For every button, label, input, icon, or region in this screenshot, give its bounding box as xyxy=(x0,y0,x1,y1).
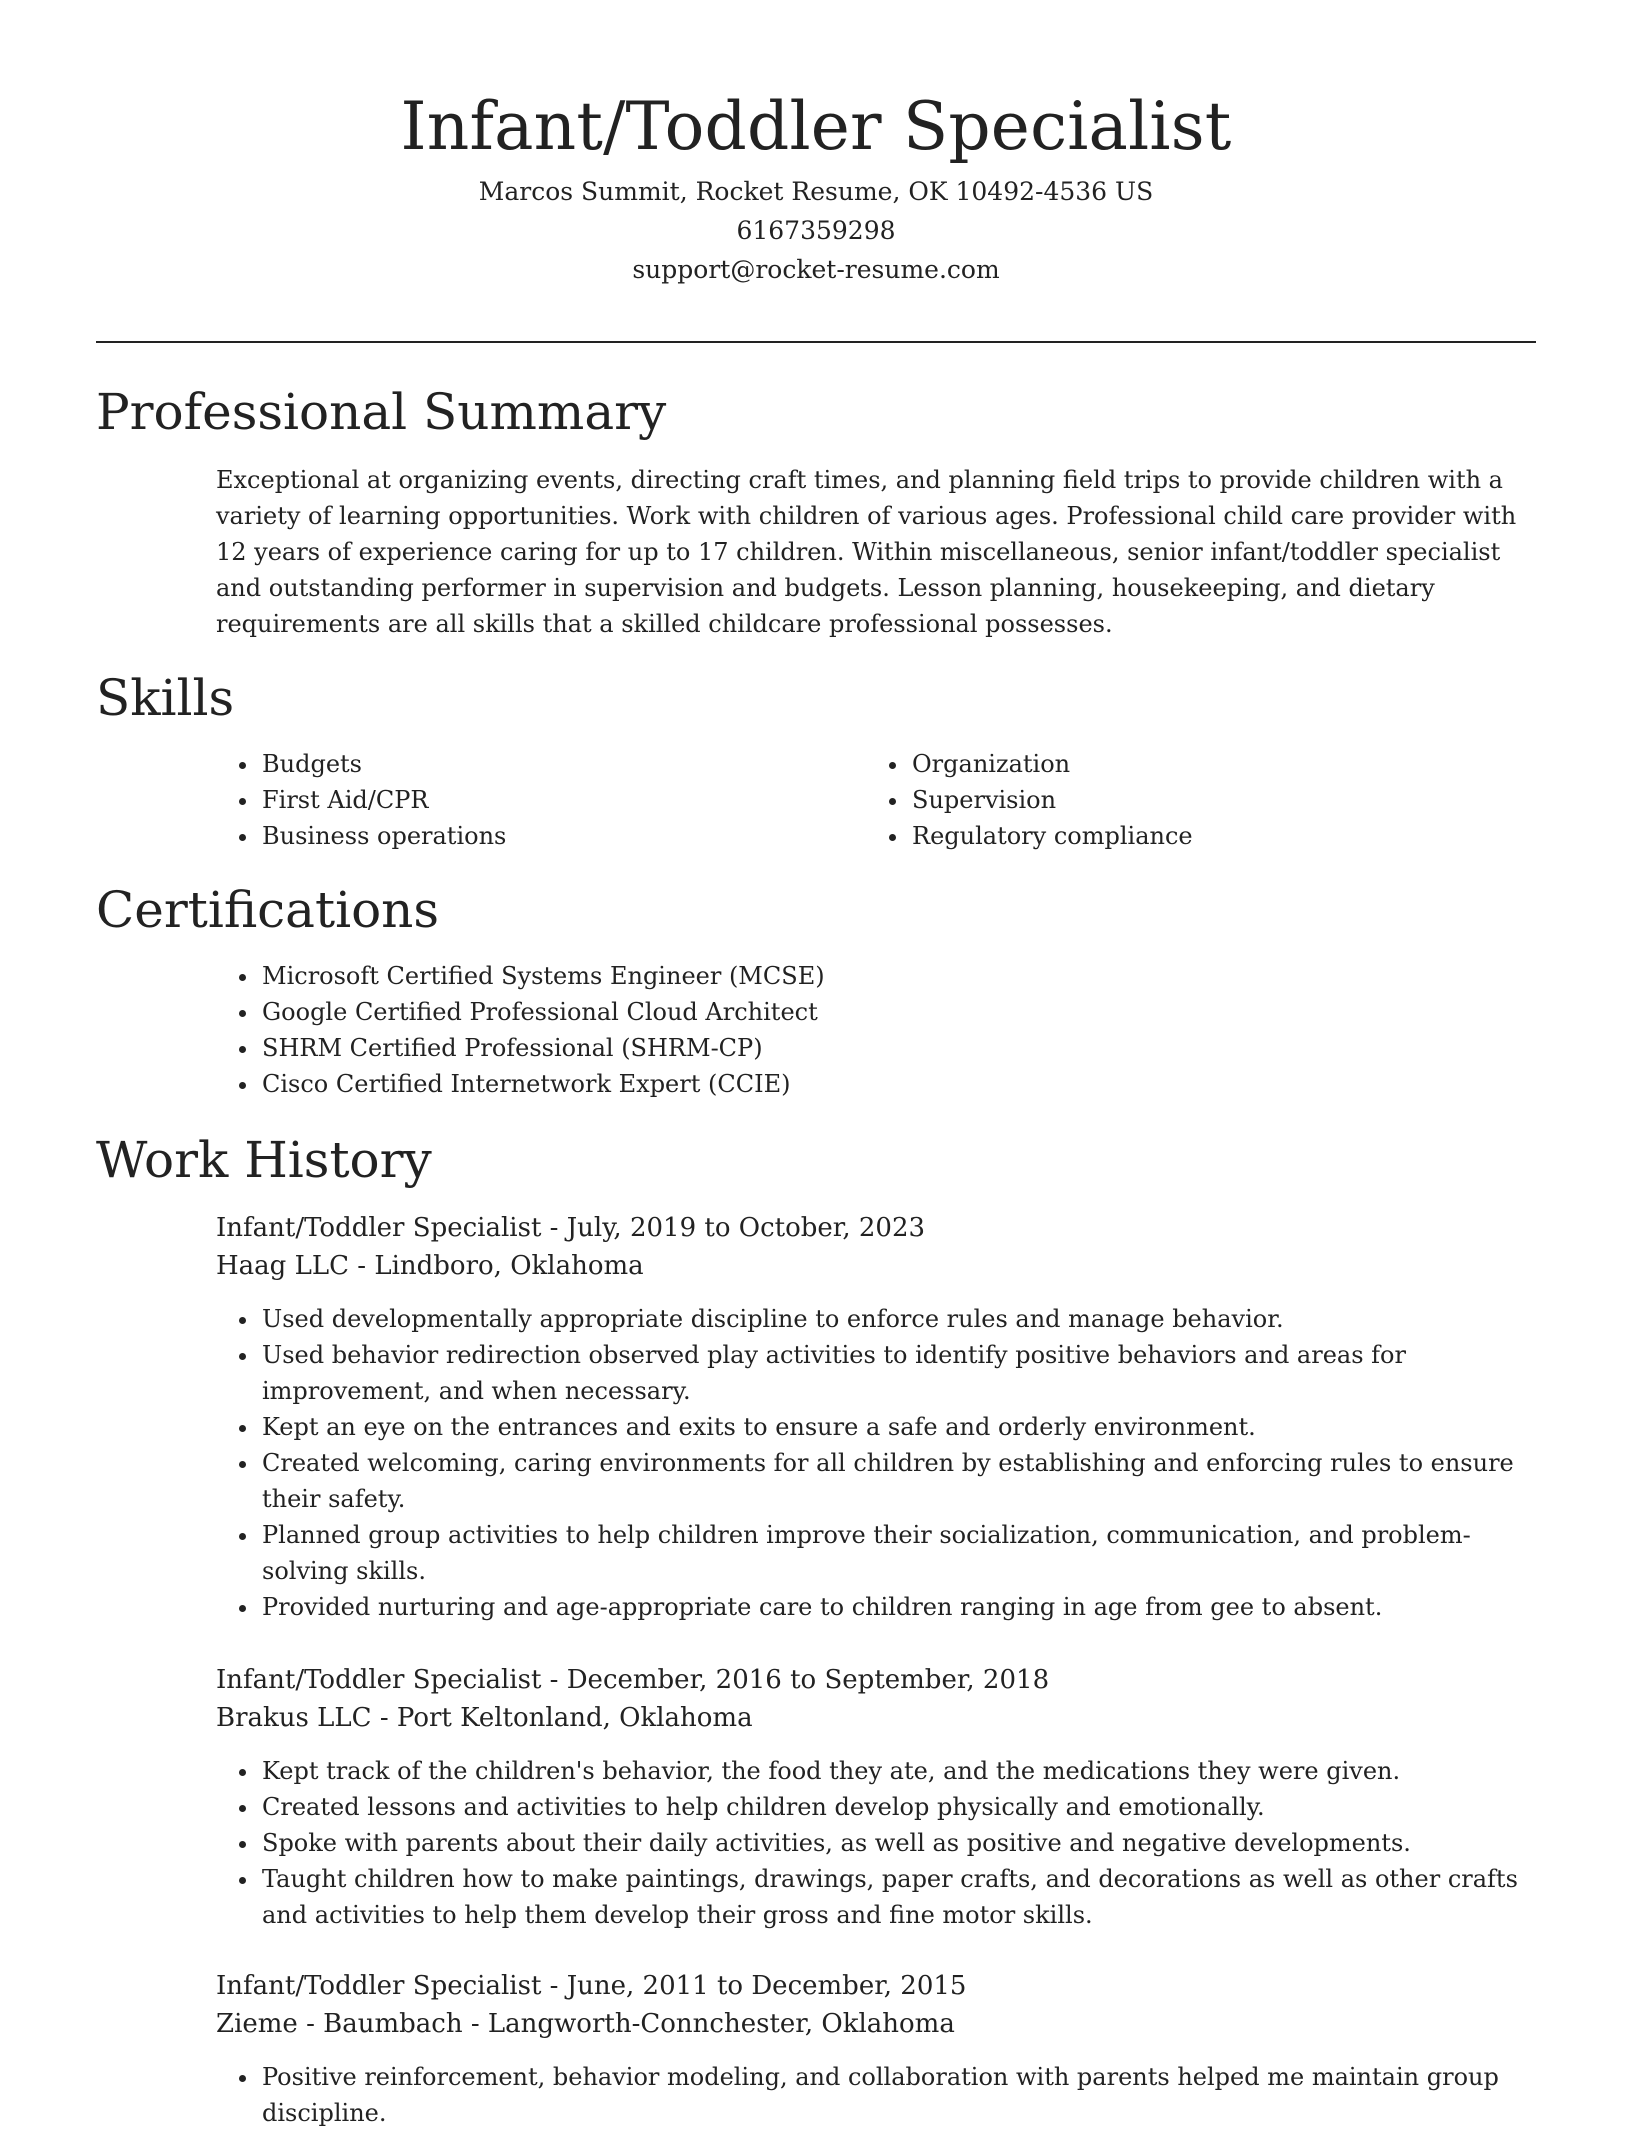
skills-column-left xyxy=(216,746,816,854)
skills-column-right xyxy=(866,746,1466,854)
job-entry xyxy=(216,1661,1536,1933)
skill-item: • Business operations xyxy=(260,818,816,854)
job-bullet: • Planned group activities to help children improve their socialization, communication, and problem-solving skills. xyxy=(260,1517,1536,1589)
contact-email: support@rocket-resume.com xyxy=(632,255,1000,284)
job-bullet: • Spoke with parents about their daily activities, as well as positive and negative developments. xyxy=(260,1825,1536,1861)
header-divider xyxy=(96,341,1536,343)
job-bullet: • Kept track of the children's behavior, the food they ate, and the medications they were given. xyxy=(260,1753,1536,1789)
contact-address: Marcos Summit, Rocket Resume, OK 10492-4536 US xyxy=(478,177,1154,206)
job-bullets xyxy=(216,2059,1536,2131)
certification-item: • SHRM Certified Professional (SHRM-CP) xyxy=(260,1030,1536,1066)
job-bullet: • Used behavior redirection observed play activities to identify positive behaviors and areas for improvement, and when necessary. xyxy=(260,1337,1536,1409)
summary-text: Exceptional at organizing events, directing craft times, and planning field trips to provide children with a variety of learning opportunities. Work with children of various ages. Professional child care provider with 12 years of experience caring for up to 17 children. Within miscellaneous, senior infant/toddler specialist and outstanding performer in supervision and budgets. Lesson planning, housekeeping, and dietary requirements are all skills that a skilled childcare professional possesses. xyxy=(216,466,1517,638)
job-bullet: • Kept an eye on the entrances and exits to ensure a safe and orderly environment. xyxy=(260,1409,1536,1445)
certifications-heading: Certifications xyxy=(96,881,440,939)
job-bullets xyxy=(216,1301,1536,1625)
certification-item: • Cisco Certified Internetwork Expert (CCIE) xyxy=(260,1066,1536,1102)
job-bullet: • Used developmentally appropriate discipline to enforce rules and manage behavior. xyxy=(260,1301,1536,1337)
job-bullet: • Provided nurturing and age-appropriate care to children ranging in age from gee to absent. xyxy=(260,1589,1536,1625)
summary-heading: Professional Summary xyxy=(96,383,667,441)
job-bullet: • Created lessons and activities to help children develop physically and emotionally. xyxy=(260,1789,1536,1825)
skill-item: • Regulatory compliance xyxy=(910,818,1466,854)
work-history-heading: Work History xyxy=(96,1131,432,1189)
job-entry xyxy=(216,1967,1536,2131)
job-title-line: Infant/Toddler Specialist - December, 2016 to September, 2018 xyxy=(216,1665,1050,1695)
skill-item: • Budgets xyxy=(260,746,816,782)
certification-item: • Google Certified Professional Cloud Architect xyxy=(260,994,1536,1030)
skill-item: • Supervision xyxy=(910,782,1466,818)
skill-item: • First Aid/CPR xyxy=(260,782,816,818)
certification-item: • Microsoft Certified Systems Engineer (MCSE) xyxy=(260,958,1536,994)
job-bullet: • Positive reinforcement, behavior modeling, and collaboration with parents helped me maintain group discipline. xyxy=(260,2059,1536,2131)
resume-header xyxy=(96,82,1536,289)
job-company-line: Zieme - Baumbach - Langworth-Connchester, Oklahoma xyxy=(216,2009,955,2039)
job-title-line: Infant/Toddler Specialist - July, 2019 to October, 2023 xyxy=(216,1213,926,1243)
job-bullet: • Created welcoming, caring environments for all children by establishing and enforcing rules to ensure their safety. xyxy=(260,1445,1536,1517)
job-company-line: Haag LLC - Lindboro, Oklahoma xyxy=(216,1251,644,1281)
skill-item: • Organization xyxy=(910,746,1466,782)
job-company-line: Brakus LLC - Port Keltonland, Oklahoma xyxy=(216,1703,753,1733)
resume-title: Infant/Toddler Specialist xyxy=(400,88,1232,165)
job-bullets xyxy=(216,1753,1536,1933)
job-title-line: Infant/Toddler Specialist - June, 2011 to December, 2015 xyxy=(216,1971,967,2001)
job-entry xyxy=(216,1209,1536,1625)
certifications-list xyxy=(216,958,1536,1102)
skills-list-left xyxy=(216,746,816,854)
skills-list-right xyxy=(866,746,1466,854)
job-bullet: • Taught children how to make paintings, drawings, paper crafts, and decorations as well as other crafts and activities to help them develop their gross and fine motor skills. xyxy=(260,1861,1536,1933)
contact-phone: 6167359298 xyxy=(736,216,896,245)
skills-heading: Skills xyxy=(96,669,235,727)
certifications-bullets xyxy=(216,958,1536,1102)
